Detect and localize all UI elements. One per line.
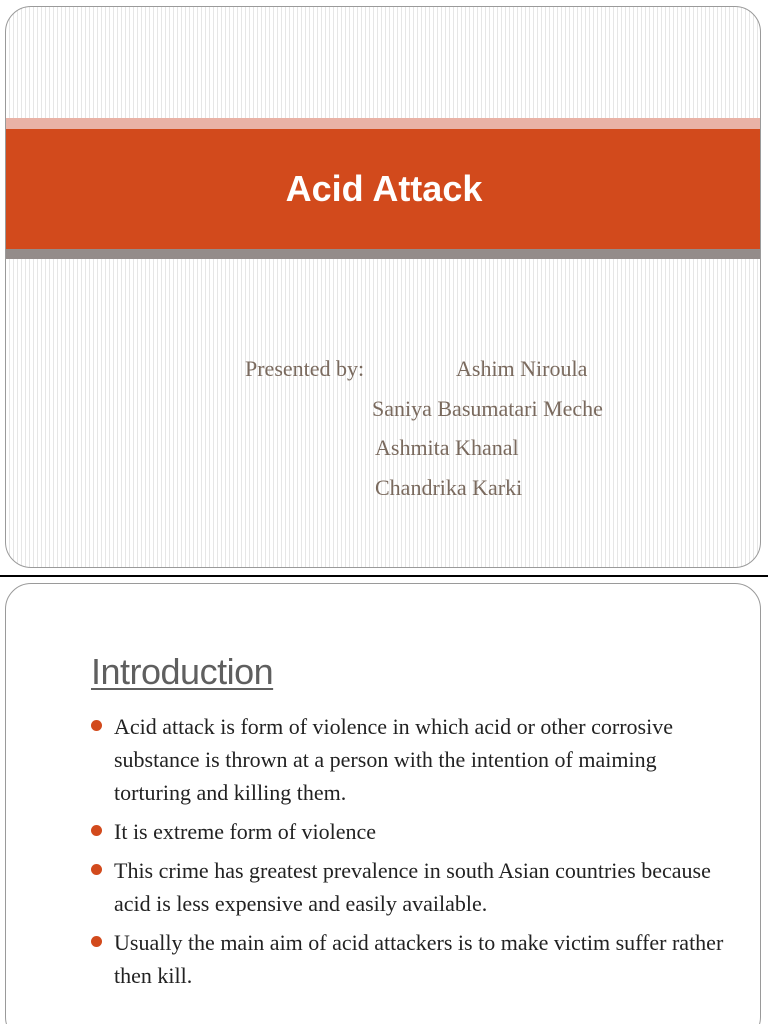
bullet-dot-icon (91, 825, 102, 836)
bullet-list (91, 710, 731, 998)
presenter-name: Ashim Niroula (456, 356, 588, 381)
presenter-name: Chandrika Karki (375, 475, 523, 500)
slide-title: Acid Attack (285, 168, 483, 209)
introduction-slide (0, 577, 768, 1024)
bullet-item (91, 815, 731, 848)
presenter-name: Saniya Basumatari Meche (372, 396, 603, 421)
bullet-item (91, 854, 731, 920)
presented-by-label: Presented by: (245, 356, 365, 381)
bullet-text: This crime has greatest prevalence in south Asian countries because acid is less expensive and easily available. (114, 858, 711, 916)
bullet-dot-icon (91, 720, 102, 731)
bullet-text: Acid attack is form of violence in which acid or other corrosive substance is thrown at a person with the intention of maiming torturing and killing them. (114, 714, 673, 805)
title-slide-frame (5, 6, 761, 568)
title-band-top-stripe (6, 118, 760, 129)
presenter-name: Ashmita Khanal (375, 435, 519, 460)
bullet-item (91, 926, 731, 992)
bullet-dot-icon (91, 864, 102, 875)
bullet-item (91, 710, 731, 809)
bullet-text: Usually the main aim of acid attackers is to make victim suffer rather then kill. (114, 930, 724, 988)
introduction-slide-frame (5, 583, 761, 1024)
bullet-text: It is extreme form of violence (114, 819, 377, 844)
title-band-bottom-stripe (6, 249, 760, 259)
bullet-dot-icon (91, 936, 102, 947)
section-heading: Introduction (91, 651, 274, 692)
